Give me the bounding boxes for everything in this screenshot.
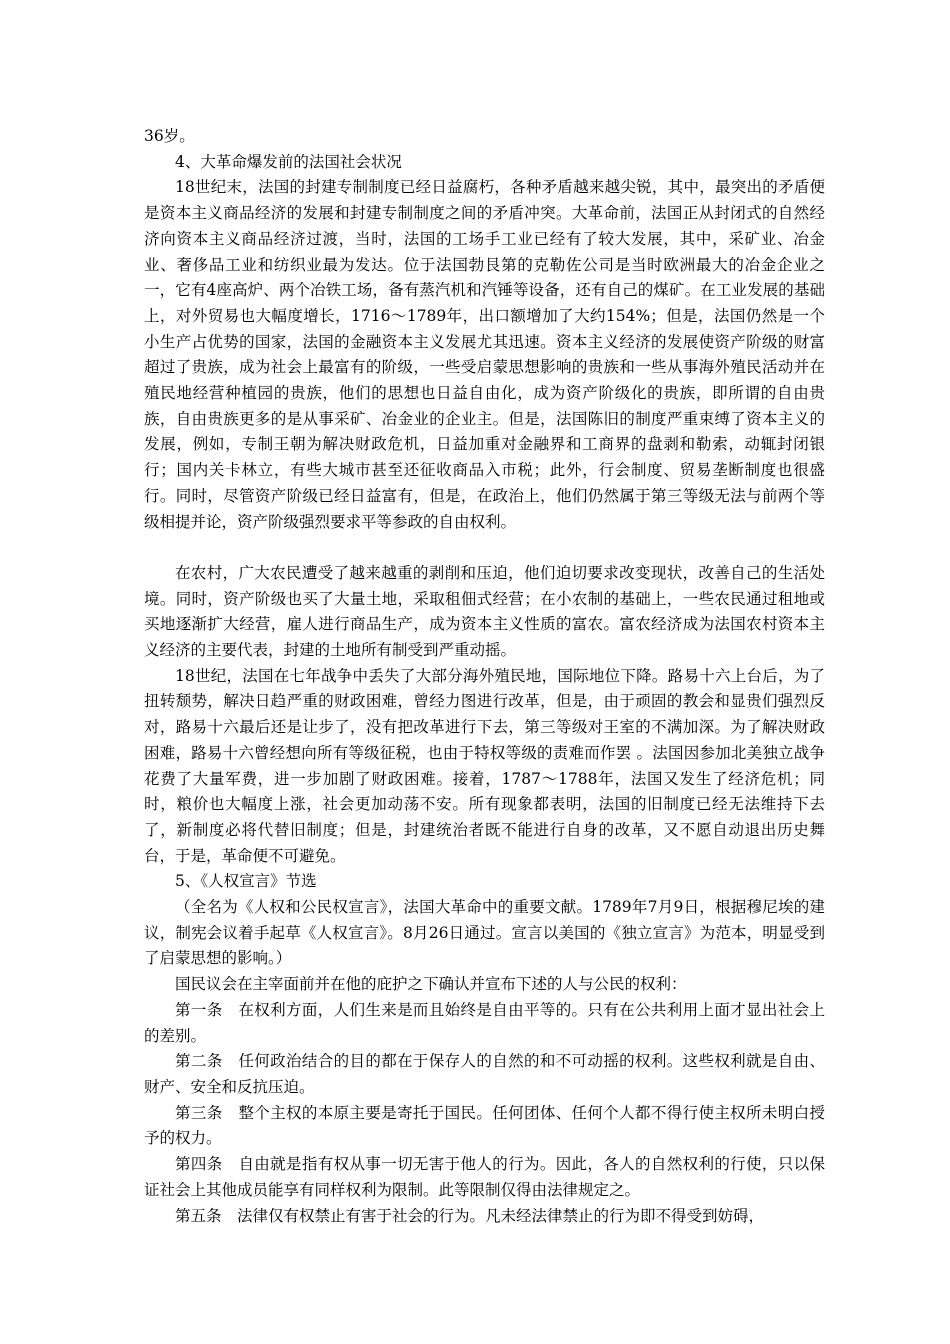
section-heading-5: 5、《人权宣言》节选 [175,872,317,891]
section-heading-4: 4、大革命爆发前的法国社会状况 [175,152,402,171]
paragraph-rural-peasants: 在农村，广大农民遭受了越来越重的剥削和压迫，他们迫切要求改变现状，改善自己的生活处境。同时，资产阶级也买了大量土地，采取租佃式经营；在小农制的基础上，一些农民通过租地或买地逐渐扩大经营，雇人进行商品生产，成为资本主义性质的富农。富农经济成为法国农村资本主义经济的主要代表，封建的土地所有制受到严重动摇。 [144,563,825,660]
article-3: 第三条 整个主权的本原主要是寄托于国民。任何团体、任何个人都不得行使主权所未明白授予的权力。 [144,1103,825,1148]
paragraph-age-fragment: 36岁。 [144,127,195,145]
paragraph-national-assembly: 国民议会在主宰面前并在他的庇护之下确认并宣布下述的人与公民的权利： [175,975,687,994]
article-5: 第五条 法律仅有权禁止有害于社会的行为。凡未经法律禁止的行为即不得受到妨碍， [175,1206,765,1225]
article-1: 第一条 在权利方面，人们生来是而且始终是自由平等的。只有在公共利用上面才显出社会上的差别。 [144,1000,825,1045]
paragraph-18th-century-economy: 18世纪末，法国的封建专制制度已经日益腐朽，各种矛盾越来越尖锐，其中，最突出的矛盾便是资本主义商品经济的发展和封建专制制度之间的矛盾冲突。大革命前，法国正从封闭式的自然经济向资本主义商品经济过渡，当时，法国的工场手工业已经有了较大发展，其中，采矿业、冶金业、奢侈品工业和纺织业最为发达。位于法国勃艮第的克勒佐公司是当时欧洲最大的冶金企业之一，它有4座高炉、两个冶铁工场，备有蒸汽机和汽锤等设备，还有自己的煤矿。在工业发展的基础上，对外贸易也大幅度增长，1716～1789年，出口额增加了大约154%；但是，法国仍然是一个小生产占优势的国家，法国的金融资本主义发展尤其迅速。资本主义经济的发展使资产阶级的财富超过了贵族，成为社会上最富有的阶级，一些受启蒙思想影响的贵族和一些从事海外殖民活动并在殖民地经营种植园的贵族，他们的思想也日益自由化，成为资产阶级化的贵族，即所谓的自由贵族，自由贵族更多的是从事采矿、冶金业的企业主。但是，法国陈旧的制度严重束缚了资本主义的发展，例如，专制王朝为解决财政危机，日益加重对金融界和工商界的盘剥和勒索，动辄封闭银行；国内关卡林立，有些大城市甚至还征收商品入市税；此外，行会制度、贸易垄断制度也很盛行。同时，尽管资产阶级已经日益富有，但是，在政治上，他们仍然属于第三等级无法与前两个等级相提并论，资产阶级强烈要求平等参政的自由权利。 [144,178,825,531]
document-page [144,124,825,1229]
article-2: 第二条 任何政治结合的目的都在于保存人的自然的和不可动摇的权利。这些权利就是自由、财产、安全和反抗压迫。 [144,1052,825,1096]
paragraph-declaration-intro: （全名为《人权和公民权宣言》，法国大革命中的重要文献。1789年7月9日，根据穆尼埃的建议，制宪会议着手起草《人权宣言》。8月26日通过。宣言以美国的《独立宣言》为范本，明显受到了启蒙思想的影响。） [144,898,825,968]
blank-line [144,535,825,561]
article-4: 第四条 自由就是指有权从事一切无害于他人的行为。因此，各人的自然权利的行使，只以保证社会上其他成员能享有同样权利为限制。此等限制仅得由法律规定之。 [144,1155,825,1199]
paragraph-louis-xvi-crisis: 18世纪，法国在七年战争中丢失了大部分海外殖民地，国际地位下降。路易十六上台后，为了扭转颓势，解决日趋严重的财政困难，曾经力图进行改革，但是，由于顽固的教会和显贵们强烈反对，路易十六最后还是让步了，没有把改革进行下去，第三等级对王室的不满加深。为了解决财政困难，路易十六曾经想向所有等级征税，也由于特权等级的责难而作罢 。法国因参加北美独立战争花费了大量军费，进一步加剧了财政困难。接着，1787～1788年，法国又发生了经济危机；同时，粮价也大幅度上涨，社会更加动荡不安。所有现象都表明，法国的旧制度已经无法维持下去了，新制度必将代替旧制度；但是，封建统治者既不能进行自身的改革，又不愿自动退出历史舞台，于是，革命便不可避免。 [144,666,825,865]
